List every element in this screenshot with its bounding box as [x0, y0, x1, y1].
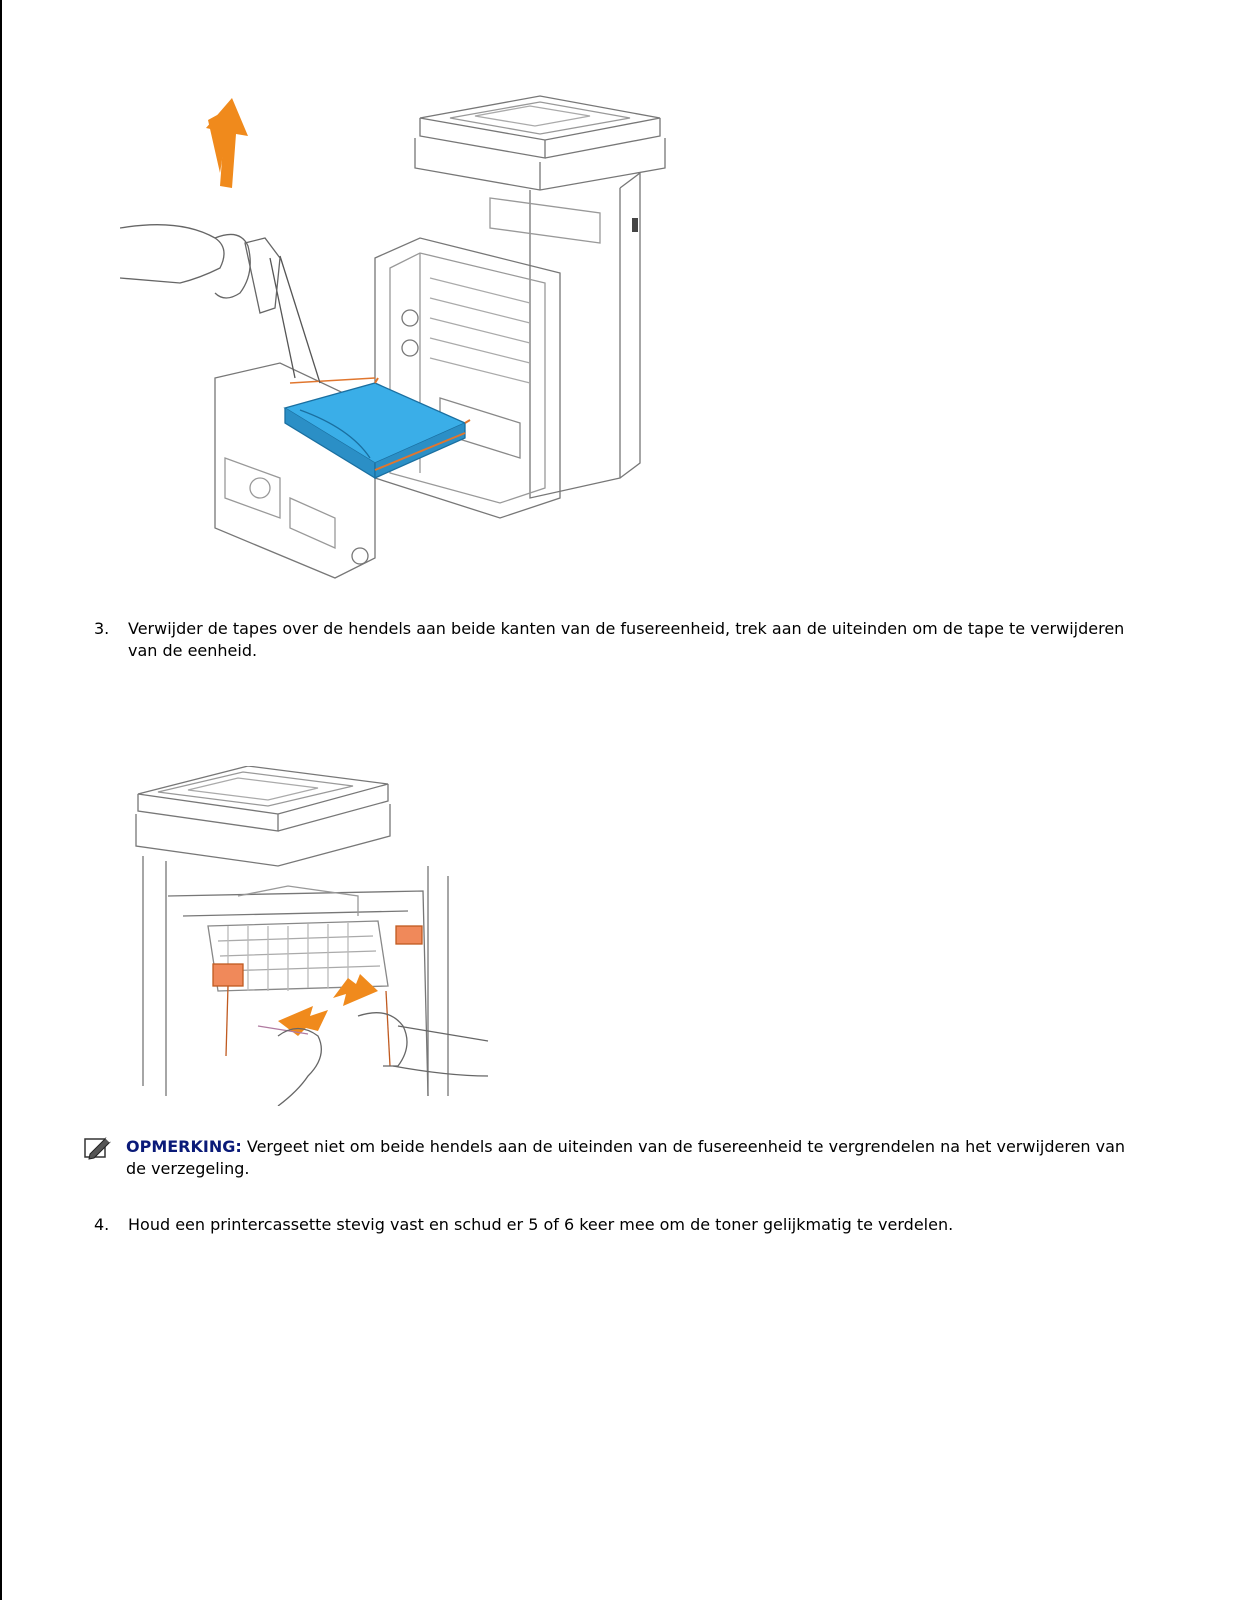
- step-number: 4.: [94, 1215, 110, 1234]
- note-label: OPMERKING:: [126, 1137, 242, 1156]
- page-left-border: [0, 0, 2, 1600]
- note-pencil-icon: [84, 1136, 112, 1160]
- printer-remove-belt-illustration: [120, 78, 680, 600]
- printer-fuser-tape-figure: [128, 766, 500, 1106]
- note-text: [126, 1136, 1136, 1180]
- printer-remove-belt-figure: [120, 78, 680, 600]
- step-text: Houd een printercassette stevig vast en schud er 5 of 6 keer mee om de toner gelijkmatig te verdelen.: [128, 1215, 954, 1234]
- step-number: 3.: [94, 619, 110, 638]
- step-text: Verwijder de tapes over de hendels aan beide kanten van de fusereenheid, trek aan de uiteinden om de tape te verwijderen van de eenheid.: [128, 619, 1125, 660]
- printer-fuser-tape-illustration: [128, 766, 500, 1106]
- note-body: Vergeet niet om beide hendels aan de uiteinden van de fusereenheid te vergrendelen na het verwijderen van de verzegeling.: [126, 1137, 1126, 1178]
